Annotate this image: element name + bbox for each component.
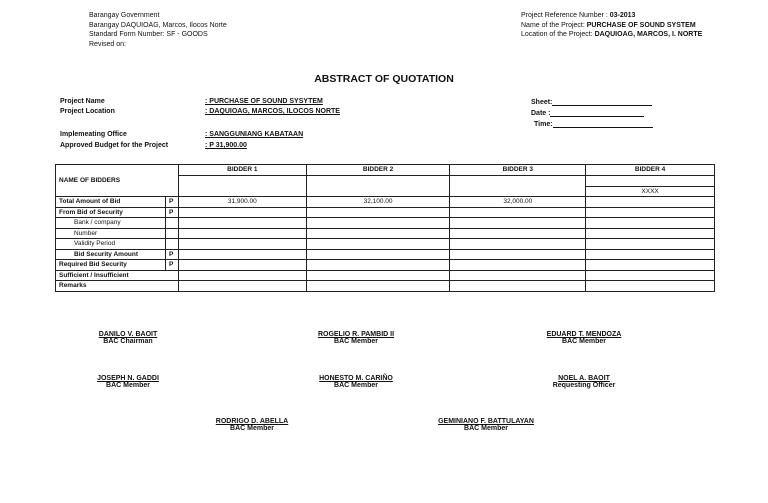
- signatory-name: ROGELIO R. PAMBID II: [317, 331, 395, 338]
- signatory: [281, 375, 431, 389]
- row-label: Remarks: [56, 281, 179, 292]
- table-row: [56, 270, 715, 281]
- bidder-header: BIDDER 1: [178, 165, 306, 176]
- project-name-label: Project Name: [60, 98, 105, 105]
- project-name-value: : PURCHASE OF SOUND SYSYTEM: [205, 98, 323, 105]
- sheet-blank: [552, 98, 652, 106]
- signatory-name: EDUARD T. MENDOZA: [546, 331, 622, 338]
- bid-amount: [586, 197, 715, 208]
- bid-amount: 31,900.00: [178, 197, 306, 208]
- signatory: [411, 418, 561, 432]
- header-line: Barangay DAQUIOAG, Marcos, Ilocos Norte: [89, 21, 227, 29]
- row-label: Sufficient / Insufficient: [56, 270, 179, 281]
- bidder-name-cell: [306, 175, 450, 197]
- bidder4-name: XXXX: [586, 186, 715, 197]
- table-row: [56, 260, 715, 271]
- signatory-name: HONESTO M. CARIÑO: [319, 375, 393, 382]
- row-label: Number: [56, 228, 166, 239]
- date-blank: [550, 109, 644, 117]
- signatory-role: BAC Member: [230, 425, 274, 432]
- project-location-label: Location of the Project:: [521, 31, 593, 38]
- row-label: Required Bid Security: [56, 260, 166, 271]
- bidder-header: BIDDER 4: [586, 165, 715, 176]
- signatory: [281, 331, 431, 345]
- row-label: Total Amount of Bid: [56, 197, 166, 208]
- signatory: [53, 331, 203, 345]
- project-location-value: : DAQUIOAG, MARCOS, ILOCOS NORTE: [205, 108, 340, 115]
- signatory: [509, 375, 659, 389]
- peso-mark: P: [165, 249, 178, 260]
- ref-label: Project Reference Number :: [521, 12, 608, 19]
- project-name-label: Name of the Project:: [521, 21, 585, 29]
- project-location-value: DAQUIOAG, MARCOS, I. NORTE: [594, 31, 703, 38]
- date-label: Date :: [531, 110, 551, 117]
- signatory-name: RODRIGO D. ABELLA: [215, 418, 289, 425]
- signatory-role: BAC Member: [106, 382, 150, 389]
- table-row: [56, 281, 715, 292]
- date-field: [531, 109, 644, 117]
- budget-label: Approved Budget for the Project: [60, 142, 169, 149]
- ref-value: 03-2013: [609, 12, 636, 19]
- bidder-header: BIDDER 2: [306, 165, 450, 176]
- signatory-name: NOEL A. BAOIT: [558, 375, 610, 382]
- implementing-office-label: Implemeating Office: [60, 131, 127, 138]
- bidder-name-cell: [586, 175, 715, 186]
- peso-mark: P: [165, 207, 178, 218]
- header-line: Barangay Government: [89, 12, 160, 19]
- bid-amount: 32,000.00: [450, 197, 586, 208]
- table-row: [56, 197, 715, 208]
- quotation-table: [55, 164, 715, 292]
- peso-mark: P: [165, 197, 178, 208]
- time-label: Time:: [534, 121, 553, 128]
- header-left: [89, 11, 227, 49]
- signatory-role: BAC Member: [334, 338, 378, 345]
- table-row: [56, 249, 715, 260]
- header-line: Standard Form Number: SF - GOODS: [89, 31, 208, 38]
- budget-value: : P 31,900.00: [205, 142, 247, 149]
- peso-mark: P: [165, 260, 178, 271]
- signatory: [53, 375, 203, 389]
- bidder-name-cell: [178, 175, 306, 197]
- implementing-office-value: : SANGGUNIANG KABATAAN: [205, 131, 304, 138]
- signatory-role: BAC Member: [562, 338, 606, 345]
- time-field: [534, 120, 653, 128]
- table-row: [56, 165, 715, 176]
- row-label: Bank / company: [56, 218, 166, 229]
- bid-amount: 32,100.00: [306, 197, 450, 208]
- name-of-bidders-header: NAME OF BIDDERS: [56, 165, 179, 197]
- signatory-name: JOSEPH N. GADDI: [97, 375, 159, 382]
- time-blank: [553, 120, 653, 128]
- bidder-name-cell: [450, 175, 586, 197]
- page-title: ABSTRACT OF QUOTATION: [314, 73, 454, 85]
- sheet-field: [531, 98, 652, 106]
- table-row: [56, 239, 715, 250]
- row-label: Bid Security Amount: [56, 249, 166, 260]
- signatory-role: BAC Chairman: [103, 338, 153, 345]
- signatory: [509, 331, 659, 345]
- row-label: From Bid of Security: [56, 207, 166, 218]
- table-row: [56, 228, 715, 239]
- signatory-role: Requesting Officer: [552, 382, 616, 389]
- signatory-role: BAC Member: [464, 425, 508, 432]
- row-label: Validity Period: [56, 239, 166, 250]
- bidder-header: BIDDER 3: [450, 165, 586, 176]
- signatory-name: DANILO V. BAOIT: [98, 331, 158, 338]
- project-location-label: Project Location: [60, 108, 115, 115]
- table-row: [56, 218, 715, 229]
- sheet-label: Sheet:: [531, 99, 553, 106]
- header-right: [521, 11, 702, 40]
- signatory: [177, 418, 327, 432]
- header-line: Revised on:: [89, 40, 126, 48]
- table-row: [56, 207, 715, 218]
- signatory-role: BAC Member: [334, 382, 378, 389]
- signatory-name: GEMINIANO F. BATTULAYAN: [438, 418, 534, 425]
- project-name-value: PURCHASE OF SOUND SYSTEM: [586, 21, 696, 29]
